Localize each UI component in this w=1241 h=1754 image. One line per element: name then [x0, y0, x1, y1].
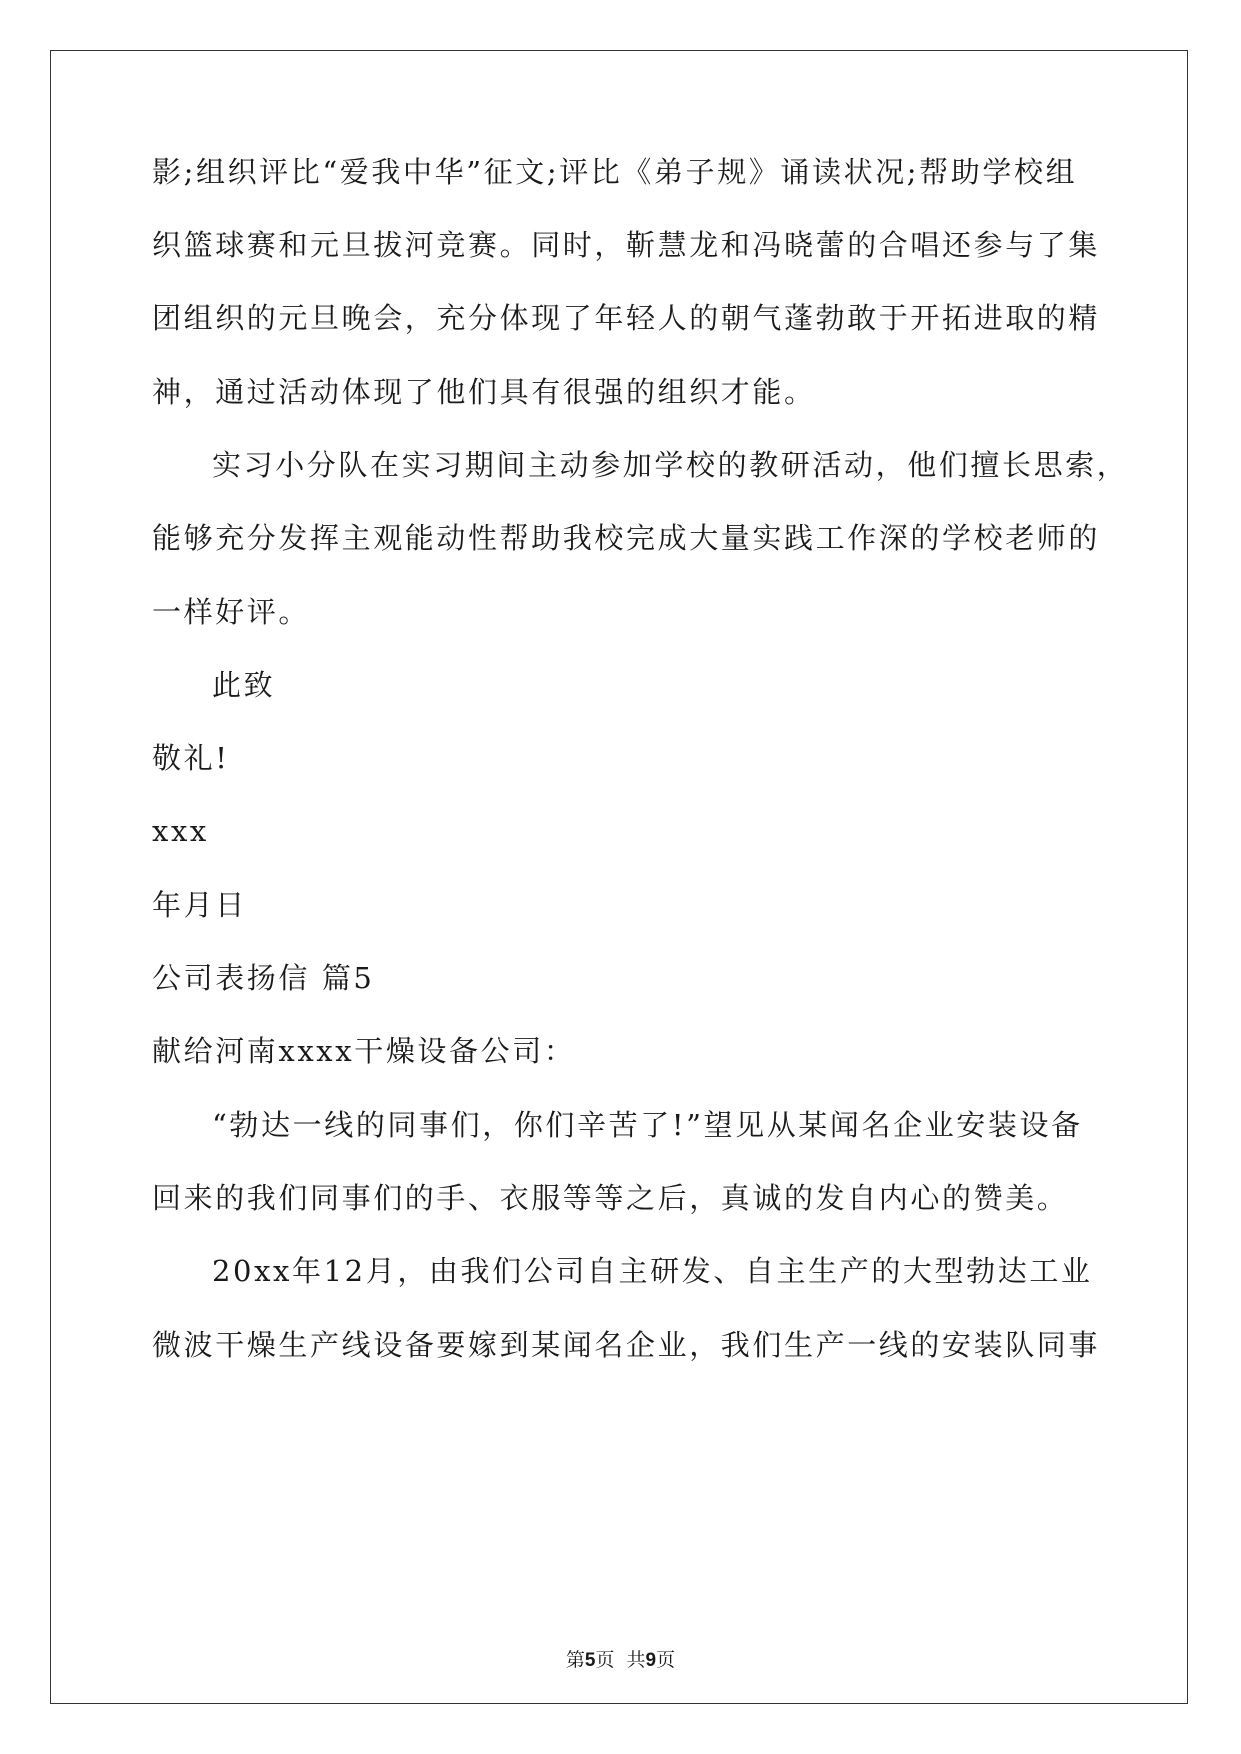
signature-name: xxx [152, 814, 209, 848]
section-title: 公司表扬信 篇5 [152, 961, 375, 995]
text-line-3: 团组织的元旦晚会，充分体现了年轻人的朝气蓬勃敢于开拓进取的精 [152, 301, 1101, 335]
text-line-4: 神，通过活动体现了他们具有很强的组织才能。 [152, 375, 816, 409]
text-line-14: “勃达一线的同事们，你们辛苦了!”望见从某闻名企业安装设备 [212, 1108, 1083, 1142]
page-border [50, 50, 1188, 1704]
recipient-line: 献给河南xxxx干燥设备公司： [152, 1034, 576, 1068]
text-line-1: 影;组织评比“爱我中华”征文;评比《弟子规》诵读状况;帮助学校组 [152, 155, 1078, 189]
text-line-7: 一样好评。 [152, 595, 311, 629]
footer-prefix: 第 [565, 1649, 585, 1671]
footer-middle: 页 共 [595, 1649, 646, 1671]
text-line-17: 微波干燥生产线设备要嫁到某闻名企业，我们生产一线的安装队同事 [152, 1328, 1101, 1362]
text-line-16: 20xx年12月，由我们公司自主研发、自主生产的大型勃达工业 [212, 1254, 1093, 1288]
text-line-2: 织篮球赛和元旦拔河竞赛。同时，靳慧龙和冯晓蕾的合唱还参与了集 [152, 228, 1101, 262]
signature-date: 年月日 [152, 888, 247, 922]
text-line-5: 实习小分队在实习期间主动参加学校的教研活动，他们擅长思索， [212, 448, 1129, 482]
closing-salutation: 此致 [212, 668, 276, 702]
footer-total-pages: 9 [645, 1650, 657, 1671]
text-line-6: 能够充分发挥主观能动性帮助我校完成大量实践工作深的学校老师的 [152, 521, 1101, 555]
footer-suffix: 页 [656, 1649, 676, 1671]
closing-respect: 敬礼! [152, 741, 230, 775]
footer-page-number: 5 [584, 1650, 596, 1671]
text-line-15: 回来的我们同事们的手、衣服等等之后，真诚的发自内心的赞美。 [152, 1181, 1069, 1215]
page-footer [0, 1648, 1241, 1673]
